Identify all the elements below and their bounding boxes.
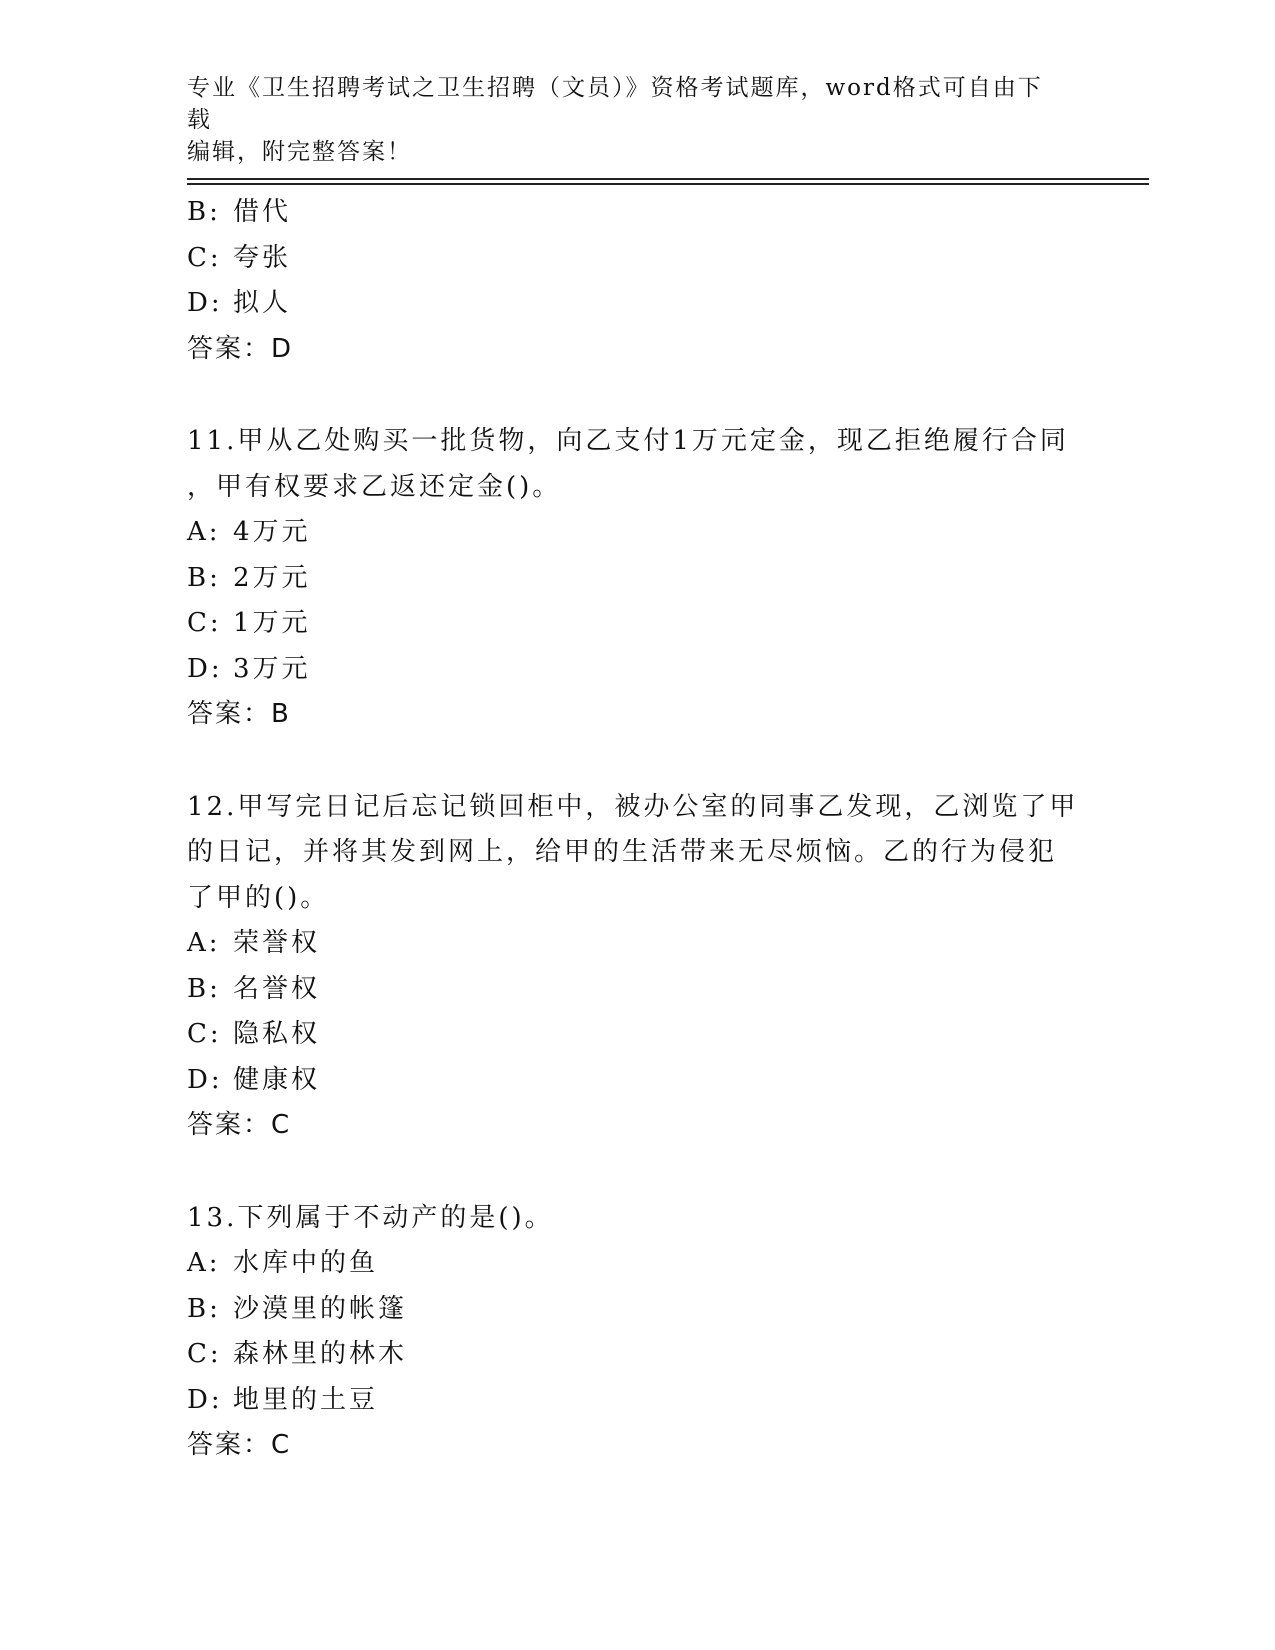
option-a: A: 水库中的鱼 — [187, 1248, 379, 1278]
question-block-13 — [187, 1196, 1087, 1469]
option-c: C: 森林里的林木 — [187, 1339, 408, 1369]
question-block-12 — [187, 785, 1087, 1149]
option-a: A: 4万元 — [187, 517, 311, 547]
option-d: D: 健康权 — [187, 1064, 321, 1095]
question-stem-line: 的日记，并将其发到网上，给甲的生活带来无尽烦恼。乙的行为侵犯 — [187, 837, 1058, 867]
option-b: B: 名誉权 — [187, 973, 321, 1004]
answer-line: 答案：C — [187, 1430, 292, 1460]
option-d: D: 地里的土豆 — [187, 1384, 379, 1415]
document-header — [187, 72, 1067, 168]
option-b: B: 2万元 — [187, 562, 311, 593]
option-c: C: 1万元 — [187, 608, 311, 638]
option-a: A: 荣誉权 — [187, 928, 321, 958]
header-rule-top — [187, 178, 1149, 180]
answer-line: 答案：C — [187, 1110, 292, 1140]
question-block-prev — [187, 190, 1087, 372]
question-list — [187, 190, 1087, 1469]
question-stem-line: 11.甲从乙处购买一批货物，向乙支付1万元定金，现乙拒绝履行合同 — [187, 426, 1069, 456]
option-b: B: 借代 — [187, 197, 292, 227]
question-stem-line: 了甲的()。 — [187, 882, 330, 913]
answer-line: 答案：D — [187, 333, 294, 364]
header-line-1: 专业《卫生招聘考试之卫生招聘（文员）》资格考试题库，word格式可自由下载 — [187, 75, 1043, 133]
option-c: C: 夸张 — [187, 242, 292, 273]
option-d: D: 拟人 — [187, 288, 292, 318]
question-stem-line: 13.下列属于不动产的是()。 — [187, 1202, 554, 1233]
question-stem-line: ，甲有权要求乙返还定金()。 — [187, 471, 562, 502]
header-rule-bottom — [187, 183, 1149, 185]
answer-line: 答案：B — [187, 699, 291, 729]
question-block-11 — [187, 419, 1087, 738]
option-d: D: 3万元 — [187, 653, 311, 684]
option-c: C: 隐私权 — [187, 1019, 321, 1049]
question-stem-line: 12.甲写完日记后忘记锁回柜中，被办公室的同事乙发现，乙浏览了甲 — [187, 791, 1079, 822]
option-b: B: 沙漠里的帐篷 — [187, 1293, 408, 1324]
header-line-2: 编辑，附完整答案！ — [187, 139, 412, 165]
